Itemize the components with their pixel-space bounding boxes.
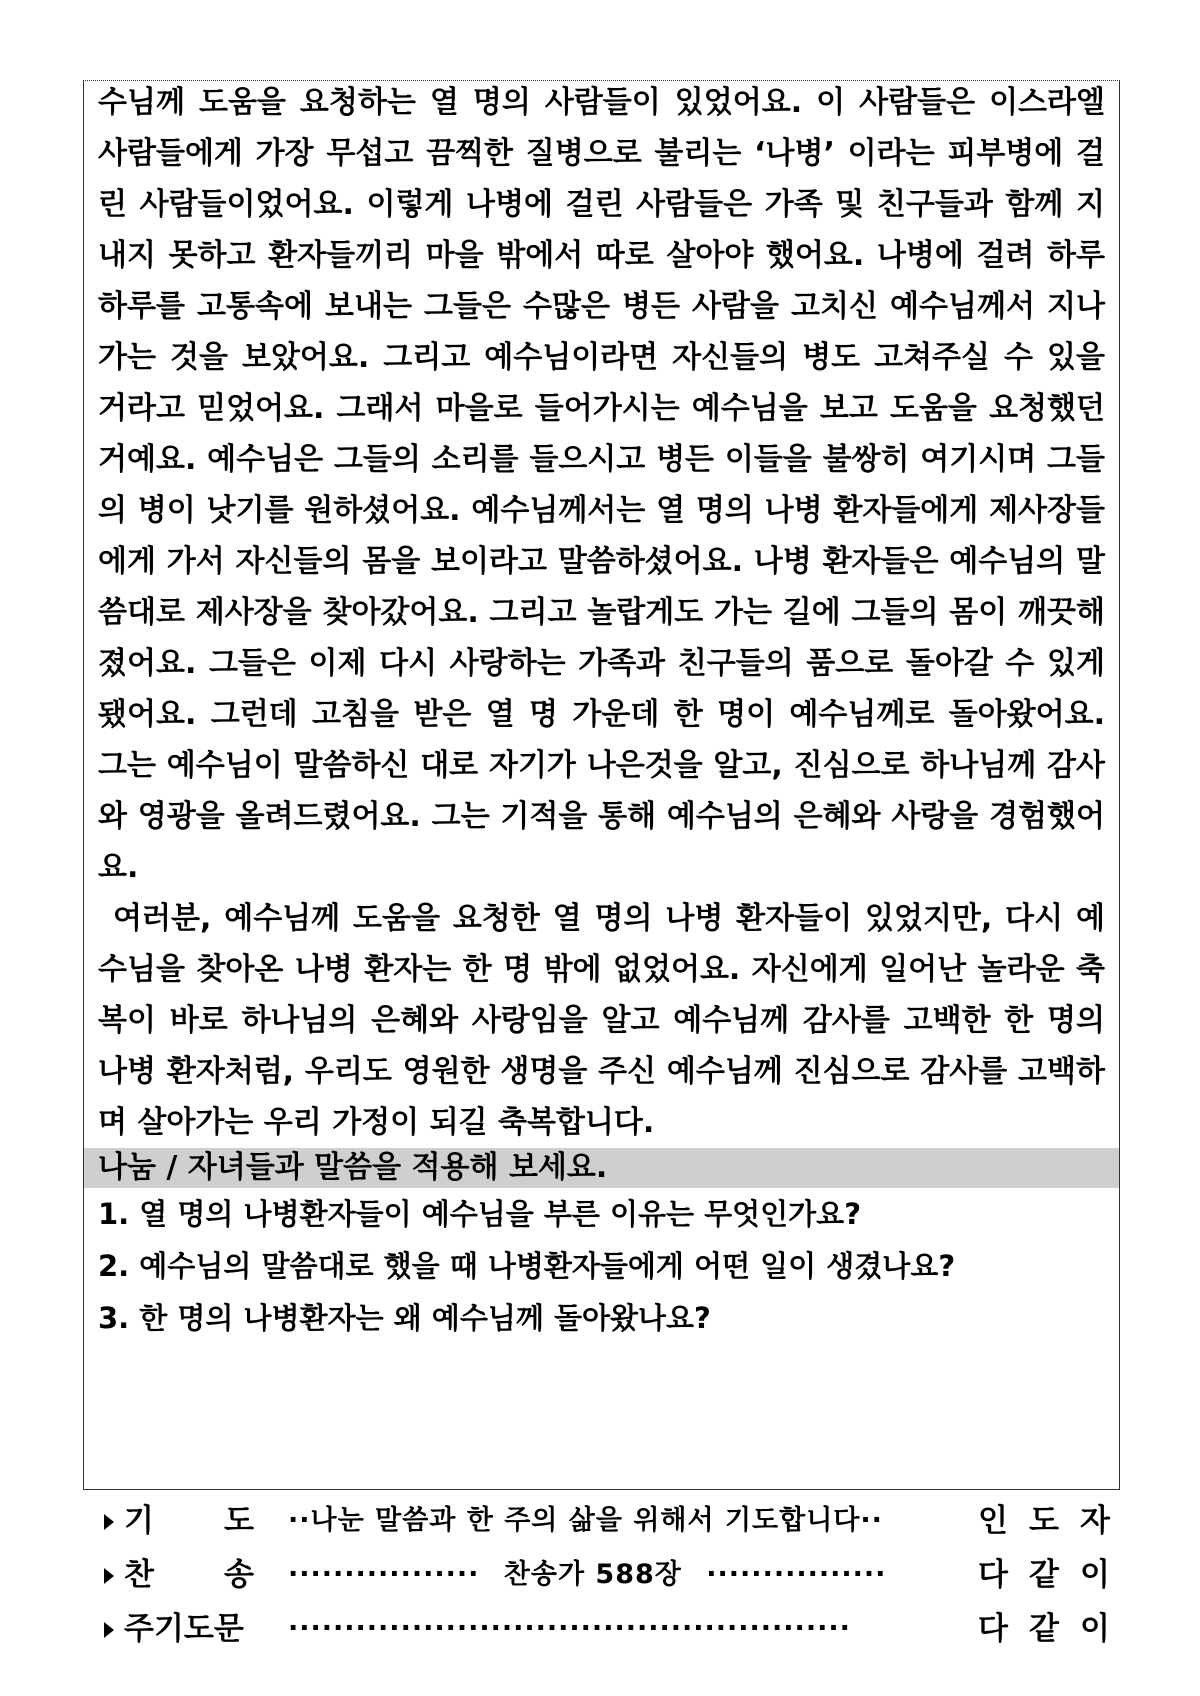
order-item-name: 찬 송 <box>124 1557 254 1593</box>
dot-leader: ·················································· <box>288 1613 851 1644</box>
triangle-bullet-icon <box>104 1622 114 1638</box>
order-item-name: 주기도문 <box>124 1611 244 1647</box>
dot-leader: ················· <box>288 1559 480 1590</box>
order-item-leader: 인 도 자 <box>978 1503 1110 1539</box>
dot-leader: ················ <box>706 1559 887 1590</box>
triangle-bullet-icon <box>104 1568 114 1584</box>
hymn-number: 찬송가 588장 <box>503 1559 682 1590</box>
order-row-hymn <box>100 1548 1110 1602</box>
story-text <box>84 80 1119 1148</box>
share-section-header: 나눔 / 자녀들과 말씀을 적용해 보세요. <box>84 1148 1119 1188</box>
order-row-prayer <box>100 1494 1110 1548</box>
question-item-2: 2. 예수님의 말씀대로 했을 때 나병환자들에게 어떤 일이 생겼나요? <box>98 1249 956 1283</box>
question-item-3: 3. 한 명의 나병환자는 왜 예수님께 돌아왔나요? <box>98 1301 711 1335</box>
triangle-bullet-icon <box>104 1514 114 1530</box>
worship-order <box>100 1494 1110 1656</box>
question-item-1: 1. 열 명의 나병환자들이 예수님을 부른 이유는 무엇인가요? <box>98 1197 862 1231</box>
content-frame <box>83 80 1120 1490</box>
story-paragraph-1: 수님께 도움을 요청하는 열 명의 사람들이 있었어요. 이 사람들은 이스라엘 사람들에게 가장 무섭고 끔찍한 질병으로 불리는 ‘나병’ 이라는 피부병에 걸린 사람들이었어요. 이렇게 나병에 걸린 사람들은 가족 및 친구들과 함께 지내지 못하고 환자들끼리 마을 밖에서 따로 살아야 했어요. 나병에 걸려 하루하루를 고통속에 보내는 그들은 수많은 병든 사람을 고치신 예수님께서 지나가는 것을 보았어요. 그리고 예수님이라면 자신들의 병도 고쳐주실 수 있을 거라고 믿었어요. 그래서 마을로 들어가시는 예수님을 보고 도움을 요청했던 거예요. 예수님은 그들의 소리를 들으시고 병든 이들을 불쌍히 여기시며 그들의 병이 낫기를 원하셨어요. 예수님께서는 열 명의 나병 환자들에게 제사장들에게 가서 자신들의 몸을 보이라고 말씀하셨어요. 나병 환자들은 예수님의 말씀대로 제사장을 찾아갔어요. 그리고 놀랍게도 가는 길에 그들의 몸이 깨끗해졌어요. 그들은 이제 다시 사랑하는 가족과 친구들의 품으로 돌아갈 수 있게 됐어요. 그런데 고침을 받은 열 명 가운데 한 명이 예수님께로 돌아왔어요. 그는 예수님이 말씀하신 대로 자기가 나은것을 알고, 진심으로 하나님께 감사와 영광을 올려드렸어요. 그는 기적을 통해 예수님의 은혜와 사랑을 경험했어요. <box>98 85 1105 885</box>
story-paragraph-2: 여러분, 예수님께 도움을 요청한 열 명의 나병 환자들이 있었지만, 다시 예수님을 찾아온 나병 환자는 한 명 밖에 없었어요. 자신에게 일어난 놀라운 축복이 바로 하나님의 은혜와 사랑임을 알고 예수님께 감사를 고백한 한 명의 나병 환자처럼, 우리도 영원한 생명을 주신 예수님께 진심으로 감사를 고백하며 살아가는 우리 가정이 되길 축복합니다. <box>98 901 1105 1140</box>
order-item-description <box>288 1548 1048 1602</box>
question-list <box>84 1188 1119 1344</box>
order-item-leader: 다 같 이 <box>978 1557 1110 1593</box>
order-item-name: 기 도 <box>124 1503 254 1539</box>
order-item-leader: 다 같 이 <box>978 1611 1110 1647</box>
order-item-description: ··나눈 말씀과 한 주의 삶을 위해서 기도합니다·· <box>288 1505 883 1536</box>
order-row-lords-prayer <box>100 1602 1110 1656</box>
